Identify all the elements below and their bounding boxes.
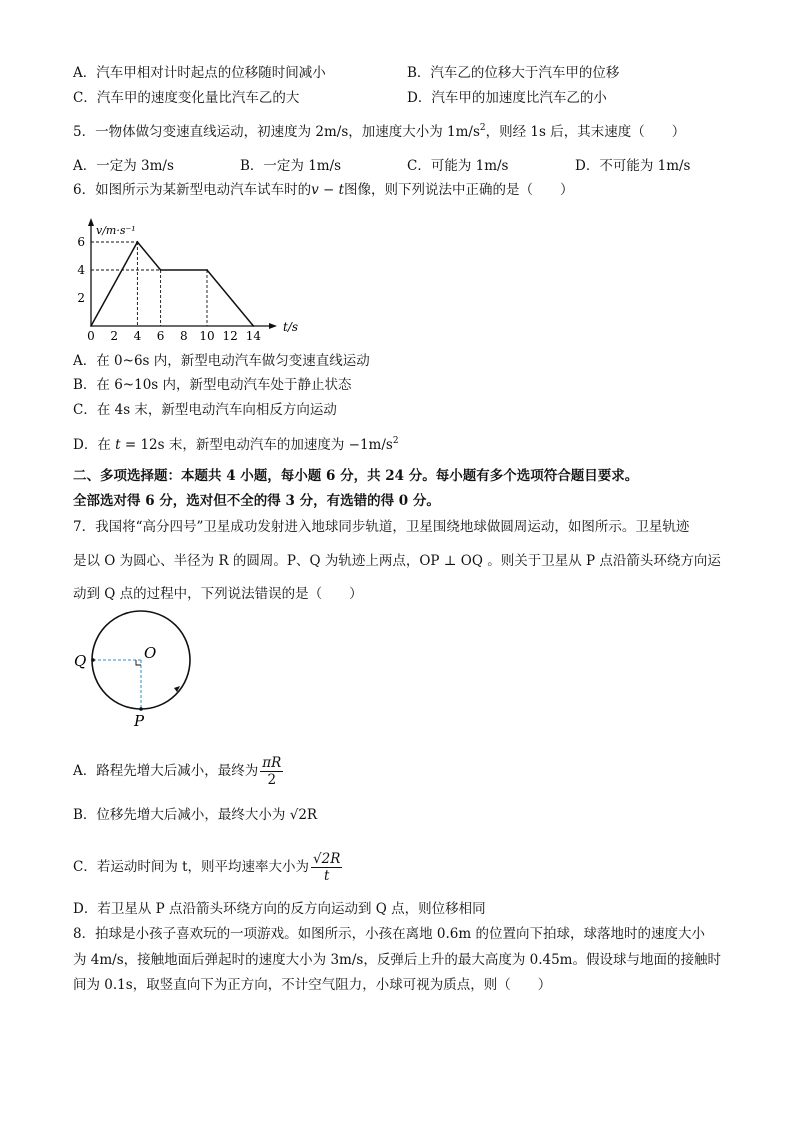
q5-stem-text-end: ，则经 1s 后，其末速度（ ）: [485, 124, 686, 140]
q6-option-b: B．在 6~10s 内，新型电动汽车处于静止状态: [73, 377, 352, 393]
fraction-root2r-over-t: [311, 851, 342, 884]
q4-option-a: A．汽车甲相对计时起点的位移随时间减小: [73, 65, 326, 81]
point-q: [91, 658, 95, 662]
q7-option-c: [73, 849, 342, 885]
x-tick-label: 8: [179, 329, 188, 342]
q6-option-a: A．在 0~6s 内，新型电动汽车做匀变速直线运动: [73, 353, 370, 369]
x-tick-label: 12: [222, 329, 238, 342]
orbit-diagram: [70, 610, 200, 732]
fraction-numerator: √2R: [313, 851, 341, 867]
chart-ylabel: v/m·s⁻¹: [96, 224, 136, 237]
section2-heading-line2: 全部选对得 6 分，选对但不全的得 3 分，有选错的得 0 分。: [73, 493, 440, 509]
q8-stem-line1: 8．拍球是小孩子喜欢玩的一项游戏。如图所示，小孩在离地 0.6m 的位置向下拍球，球落地时的速度大小: [73, 926, 705, 942]
q5-option-a: A．一定为 3m/s: [73, 158, 174, 174]
right-angle-mark: [136, 660, 141, 665]
vt-chart: [70, 210, 310, 342]
x-axis-arrow-icon: [269, 323, 277, 329]
data-point: [253, 325, 255, 327]
x-tick-label: 14: [245, 329, 262, 342]
q4-option-c: C．汽车甲的速度变化量比汽车乙的大: [73, 90, 300, 106]
q5-stem-text: 5．一物体做匀变速直线运动，初速度为 2m/s，加速度大小为 1m/s: [73, 124, 480, 140]
label-o: O: [144, 644, 157, 662]
q5-stem: [73, 123, 685, 141]
q6-option-c: C．在 4s 末，新型电动汽车向相反方向运动: [73, 402, 337, 418]
q7-option-a: [73, 753, 283, 789]
q7-stem-line1: 7．我国将“高分四号”卫星成功发射进入地球同步轨道，卫星围绕地球做圆周运动，如图所示。卫星轨迹: [73, 519, 690, 535]
y-axis-arrow-icon: [88, 218, 94, 226]
y-tick-label: 2: [77, 291, 85, 305]
label-q: Q: [74, 652, 87, 670]
q6-option-d-text: D．在: [73, 437, 111, 453]
q7-option-b: B．位移先增大后减小，最终大小为 √2R: [73, 807, 318, 823]
fraction-pi-r-over-2: [260, 755, 283, 788]
q7-option-a-text: A．路程先增大后减小，最终为: [73, 763, 259, 779]
q8-stem-line3: 间为 0.1s，取竖直向下为正方向，不计空气阻力，小球可视为质点，则（ ）: [73, 977, 552, 993]
x-tick-label: 6: [156, 329, 165, 342]
x-tick-label: 10: [199, 329, 215, 342]
q6-stem: [73, 181, 574, 199]
y-tick-label: 6: [77, 235, 85, 249]
label-p: P: [134, 712, 145, 730]
y-tick-label: 4: [77, 263, 85, 277]
q6-stem-variable: v − t: [311, 182, 345, 198]
x-tick-label: 0: [87, 329, 95, 342]
q8-stem-line2: 为 4m/s，接触地面后弹起时的速度大小为 3m/s，反弹后上升的最大高度为 0.45m。假设球与地面的接触时: [73, 952, 721, 968]
velocity-series-line: [91, 242, 253, 326]
fraction-denominator: 2: [267, 772, 277, 788]
data-point: [137, 241, 139, 243]
q7-option-d: D．若卫星从 P 点沿箭头环绕方向的反方向运动到 Q 点，则位移相同: [73, 901, 486, 917]
data-point: [206, 269, 208, 271]
q4-option-b: B．汽车乙的位移大于汽车甲的位移: [407, 65, 620, 81]
q5-option-c: C．可能为 1m/s: [407, 158, 509, 174]
q7-stem-line3: 动到 Q 点的过程中，下列说法错误的是（ ）: [73, 586, 363, 602]
x-tick-label: 2: [110, 329, 119, 342]
q6-option-d-variable: t: [115, 437, 121, 453]
section2-heading-line1: 二、多项选择题：本题共 4 小题，每小题 6 分，共 24 分。每小题有多个选项符合题目要求。: [73, 468, 639, 484]
chart-xlabel: t/s: [283, 320, 299, 334]
q5-stem-exponent: 2: [479, 123, 486, 133]
q6-option-d: [73, 436, 399, 454]
q6-option-d-exponent: 2: [392, 436, 399, 446]
q4-option-d: D．汽车甲的加速度比汽车乙的小: [407, 90, 607, 106]
fraction-numerator: πR: [262, 755, 282, 771]
q6-stem-text: 6．如图所示为某新型电动汽车试车时的: [73, 182, 312, 198]
q7-option-c-text: C．若运动时间为 t，则平均速率大小为: [73, 859, 310, 875]
q5-option-d: D．不可能为 1m/s: [575, 158, 691, 174]
q7-stem-line2: 是以 O 为圆心、半径为 R 的圆周。P、Q 为轨迹上两点，OP ⊥ OQ 。则关于卫星从 P 点沿箭头环绕方向运: [73, 553, 721, 569]
q5-option-b: B．一定为 1m/s: [240, 158, 342, 174]
point-p: [139, 707, 143, 711]
data-point: [160, 269, 162, 271]
q6-option-d-text-end: = 12s 末，新型电动汽车的加速度为 −1m/s: [124, 437, 393, 453]
x-tick-label: 4: [133, 329, 142, 342]
data-point: [90, 325, 92, 327]
q6-stem-text-end: 图像，则下列说法中正确的是（ ）: [344, 182, 574, 198]
fraction-denominator: t: [324, 868, 330, 884]
